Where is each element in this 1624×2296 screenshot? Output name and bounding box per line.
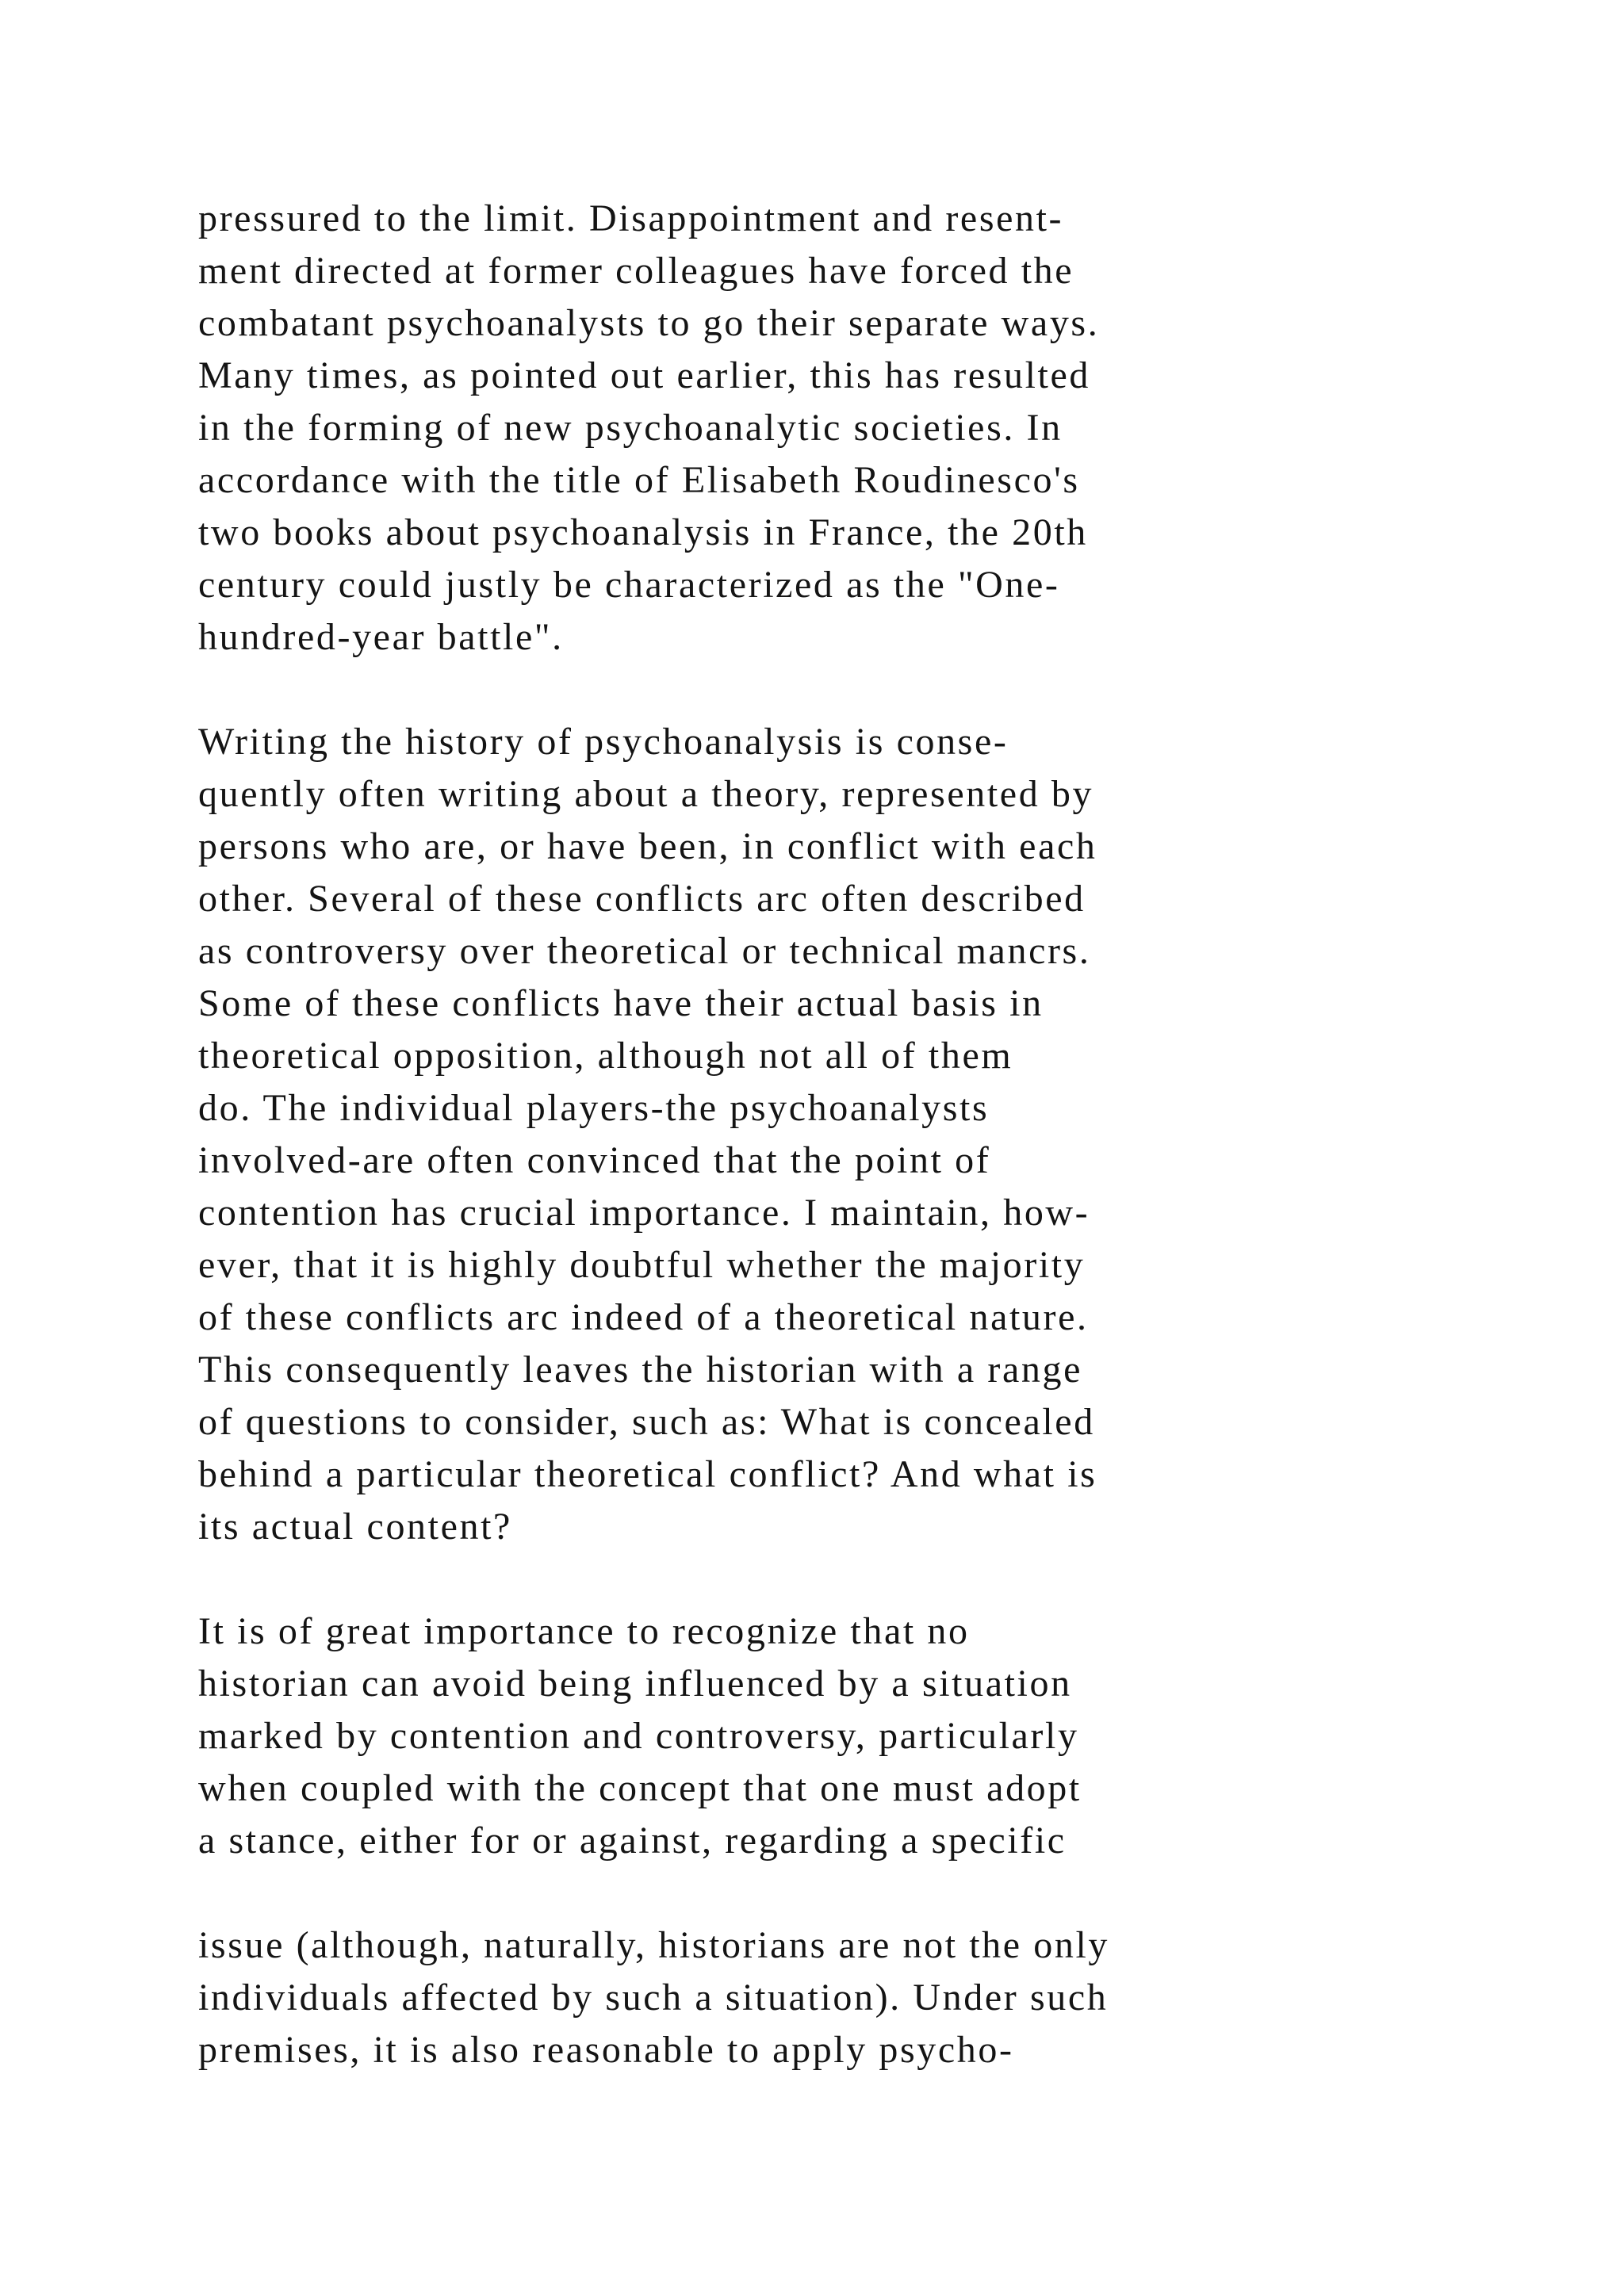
text-line: two books about psychoanalysis in France, the 20th [198,511,1088,553]
text-line: quently often writing about a theory, represented by [198,773,1094,815]
text-line: of questions to consider, such as: What is concealed [198,1401,1095,1443]
text-line: contention has crucial importance. I maintain, how- [198,1192,1090,1234]
text-line: marked by contention and controversy, particularly [198,1715,1079,1757]
text-line: century could justly be characterized as the "One- [198,564,1060,606]
text-line: Some of these conflicts have their actual basis in [198,982,1044,1024]
text-line: theoretical opposition, although not all of them [198,1035,1013,1077]
text-line: Many times, as pointed out earlier, this has resulted [198,354,1090,396]
text-line: ment directed at former colleagues have forced the [198,250,1074,292]
text-line: It is of great importance to recognize that no [198,1610,970,1652]
text-line: ever, that it is highly doubtful whether the majority [198,1244,1086,1286]
text-line: pressured to the limit. Disappointment and resent- [198,197,1064,239]
text-line: Writing the history of psychoanalysis is conse- [198,721,1009,763]
text-line: persons who are, or have been, in conflict with each [198,825,1097,867]
text-line: its actual content? [198,1506,512,1548]
text-line: in the forming of new psychoanalytic societies. In [198,407,1063,449]
text-line: do. The individual players-the psychoanalysts [198,1087,990,1129]
text-line: of these conflicts arc indeed of a theoretical nature. [198,1296,1089,1338]
text-line: accordance with the title of Elisabeth Roudinesco's [198,459,1080,501]
text-line: when coupled with the concept that one must adopt [198,1767,1082,1809]
text-line: issue (although, naturally, historians are not the only [198,1924,1110,1966]
text-line: historian can avoid being influenced by a situation [198,1663,1072,1705]
text-line: other. Several of these conflicts arc often described [198,878,1086,920]
text-line: individuals affected by such a situation). Under such [198,1976,1109,2019]
text-line: premises, it is also reasonable to apply psycho- [198,2029,1014,2071]
text-line: hundred-year battle". [198,616,564,658]
text-line: involved-are often convinced that the point of [198,1139,991,1181]
text-line: as controversy over theoretical or technical mancrs. [198,930,1091,972]
text-line: This consequently leaves the historian with a range [198,1349,1082,1391]
text-line: a stance, either for or against, regarding a specific [198,1820,1067,1862]
text-line: behind a particular theoretical conflict? And what is [198,1453,1097,1495]
text-line: combatant psychoanalysts to go their separate ways. [198,302,1100,344]
